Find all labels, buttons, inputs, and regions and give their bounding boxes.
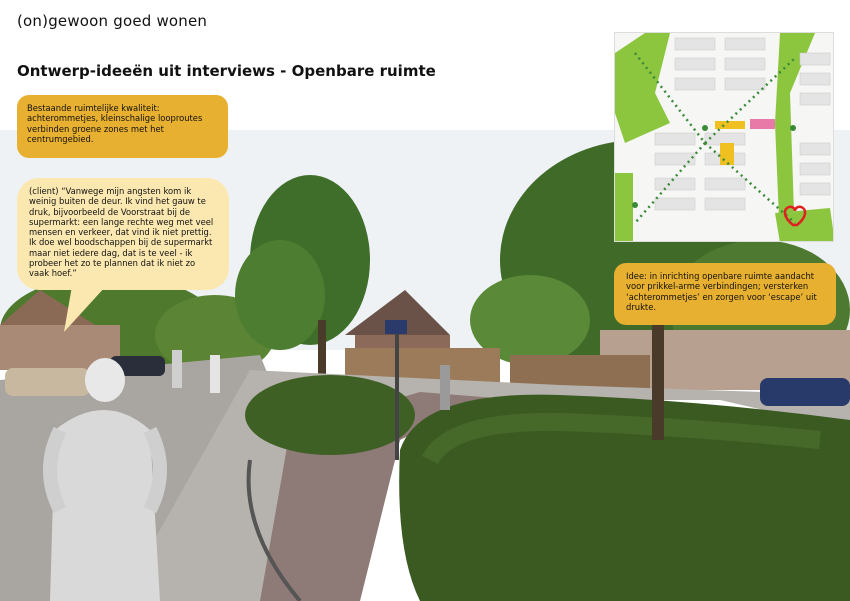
page-title: Ontwerp-ideeën uit interviews - Openbare ruimte [17, 62, 436, 80]
neighbourhood-map [614, 32, 834, 242]
existing-quality-callout: Bestaande ruimtelijke kwaliteit: achterommetjes, kleinschalige looproutes verbinden groene zones met het centrumgebied. [17, 95, 228, 158]
client-quote-callout: (client) “Vanwege mijn angsten kom ik weinig buiten de deur. Ik vind het gauw te druk, bijvoorbeeld de Voorstraat bij de supermarkt: een lange rechte weg met veel mensen en verkeer, dat vind ik niet prettig. Ik doe wel boodschappen bij de supermarkt maar niet iedere dag, dat is te veel - ik probeer het zo te plannen dat ik niet zo vaak hoef.” [17, 178, 229, 290]
brand-title: (on)gewoon goed wonen [17, 12, 208, 30]
idea-callout: Idee: in inrichting openbare ruimte aandacht voor prikkel-arme verbindingen; versterken ‘achterommetjes’ en zorgen voor ‘escape’ uit drukte. [614, 263, 836, 325]
speech-tail [62, 286, 112, 334]
